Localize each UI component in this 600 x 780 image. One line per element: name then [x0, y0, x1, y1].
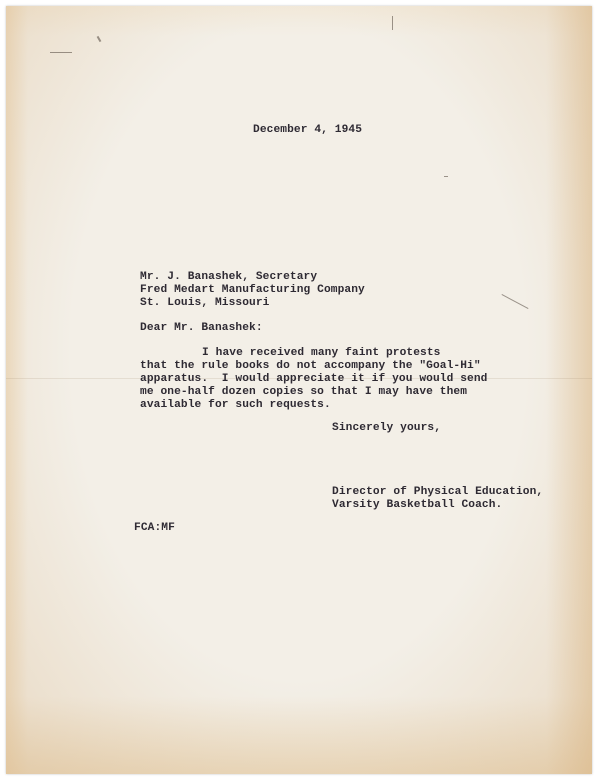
reference-initials: FCA:MF	[134, 522, 175, 534]
scan-mark	[444, 176, 448, 177]
scan-mark	[97, 36, 102, 42]
letter-date: December 4, 1945	[253, 124, 363, 136]
scan-mark	[502, 294, 529, 309]
recipient-city: St. Louis, Missouri	[140, 297, 270, 309]
body-line: available for such requests.	[140, 399, 331, 411]
recipient-name: Mr. J. Banashek, Secretary	[140, 271, 318, 283]
signature-subtitle: Varsity Basketball Coach.	[332, 499, 503, 511]
body-line: apparatus. I would appreciate it if you would send	[140, 373, 488, 385]
scan-mark	[392, 16, 393, 30]
body-line: me one-half dozen copies so that I may have them	[140, 386, 468, 398]
signature-title: Director of Physical Education,	[332, 486, 544, 498]
letter-page	[6, 6, 592, 774]
body-line: that the rule books do not accompany the "Goal-Hi"	[140, 360, 481, 372]
closing: Sincerely yours,	[332, 422, 442, 434]
recipient-company: Fred Medart Manufacturing Company	[140, 284, 365, 296]
body-line: I have received many faint protests	[202, 347, 441, 359]
salutation: Dear Mr. Banashek:	[140, 322, 263, 334]
scan-mark	[50, 52, 72, 53]
